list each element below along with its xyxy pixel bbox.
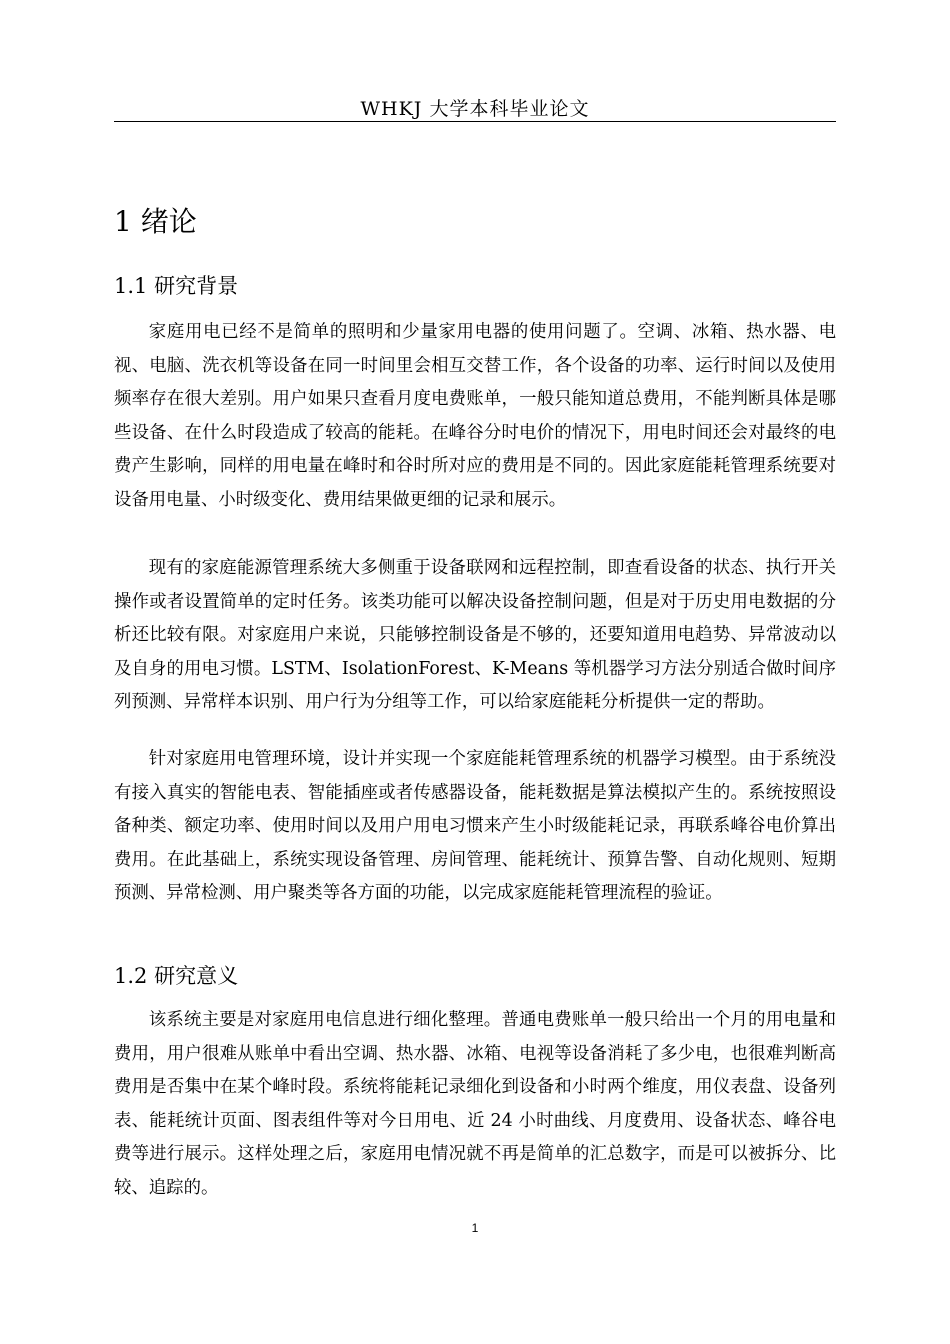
body-paragraph: 针对家庭用电管理环境，设计并实现一个家庭能耗管理系统的机器学习模型。由于系统没有接入真实的智能电表、智能插座或者传感器设备，能耗数据是算法模拟产生的。系统按照设备种类、额定功率、使用时间以及用户用电习惯来产生小时级能耗记录，再联系峰谷电价算出费用。在此基础上，系统实现设备管理、房间管理、能耗统计、预算告警、自动化规则、短期预测、异常检测、用户聚类等各方面的功能，以完成家庭能耗管理流程的验证。: [114, 749, 836, 904]
header-rule: [114, 121, 836, 122]
body-paragraph: 家庭用电已经不是简单的照明和少量家用电器的使用问题了。空调、冰箱、热水器、电视、电脑、洗衣机等设备在同一时间里会相互交替工作，各个设备的功率、运行时间以及使用频率存在很大差别。用户如果只查看月度电费账单，一般只能知道总费用，不能判断具体是哪些设备、在什么时段造成了较高的能耗。在峰谷分时电价的情况下，用电时间还会对最终的电费产生影响，同样的用电量在峰时和谷时所对应的费用是不同的。因此家庭能耗管理系统要对设备用电量、小时级变化、费用结果做更细的记录和展示。: [114, 322, 836, 510]
running-header: WHKJ 大学本科毕业论文: [360, 98, 590, 120]
chapter-title: 1 绪论: [114, 205, 197, 238]
section-title: 1.1 研究背景: [114, 274, 239, 298]
body-paragraph: 现有的家庭能源管理系统大多侧重于设备联网和远程控制，即查看设备的状态、执行开关操作或者设置简单的定时任务。该类功能可以解决设备控制问题，但是对于历史用电数据的分析还比较有限。对家庭用户来说，只能够控制设备是不够的，还要知道用电趋势、异常波动以及自身的用电习惯。LSTM、IsolationForest、K-Means 等机器学习方法分别适合做时间序列预测、异常样本识别、用户行为分组等工作，可以给家庭能耗分析提供一定的帮助。: [114, 558, 836, 713]
section-title: 1.2 研究意义: [114, 964, 239, 988]
page-number: 1: [471, 1221, 479, 1235]
body-paragraph: 该系统主要是对家庭用电信息进行细化整理。普通电费账单一般只给出一个月的用电量和费用，用户很难从账单中看出空调、热水器、冰箱、电视等设备消耗了多少电，也很难判断高费用是否集中在某个峰时段。系统将能耗记录细化到设备和小时两个维度，用仪表盘、设备列表、能耗统计页面、图表组件等对今日用电、近 24 小时曲线、月度费用、设备状态、峰谷电费等进行展示。这样处理之后，家庭用电情况就不再是简单的汇总数字，而是可以被拆分、比较、追踪的。: [114, 1010, 836, 1198]
